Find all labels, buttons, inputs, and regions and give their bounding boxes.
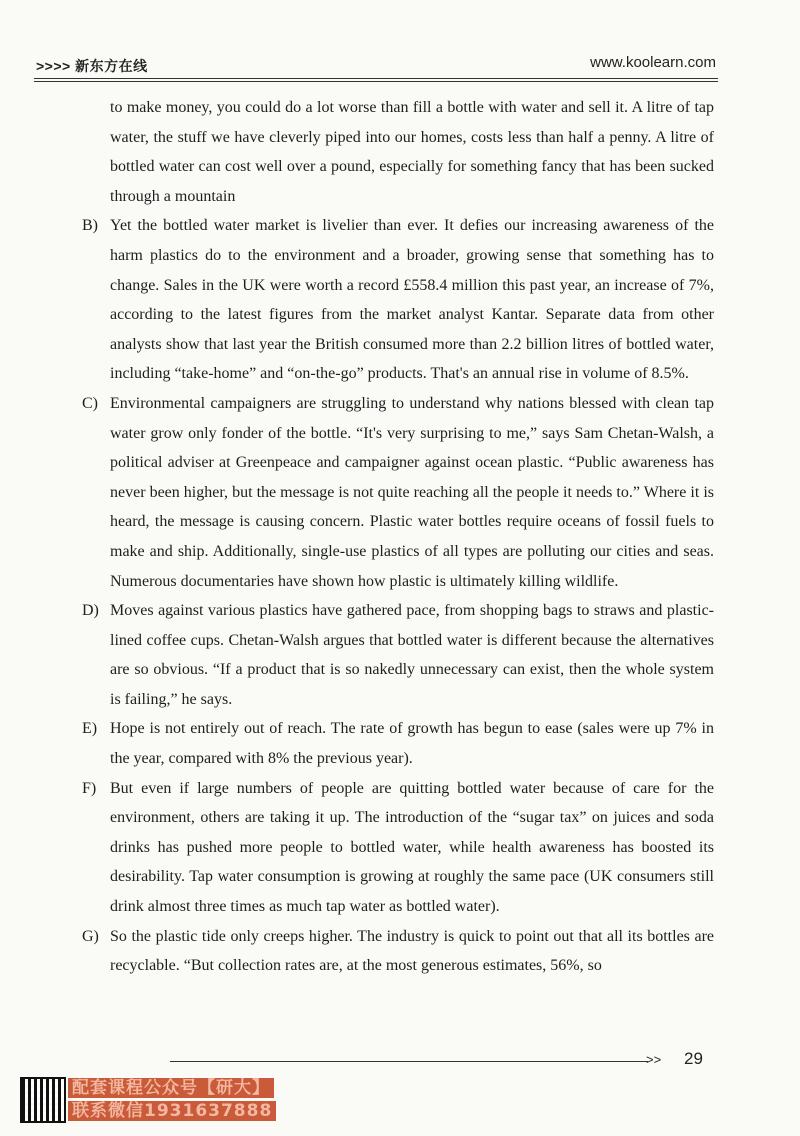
paragraph-text: Moves against various plastics have gathered pace, from shopping bags to straws and plastic-lined coffee cups. Chetan-Walsh argues that bottled water is different because the alternatives are so obvious. “If a product that is so nakedly unnecessary can exist, then the whole system is failing,” he says. xyxy=(110,602,714,708)
watermark xyxy=(20,1077,320,1125)
paragraph-e xyxy=(82,714,714,773)
paragraph-label: B) xyxy=(82,217,98,235)
paragraph-d xyxy=(82,596,714,714)
watermark-line-2: 联系微信1931637888 xyxy=(68,1101,276,1121)
paragraph-text: Hope is not entirely out of reach. The rate of growth has begun to ease (sales were up 7% in the year, compared with 8% the previous year). xyxy=(110,720,714,768)
paragraph-label: D) xyxy=(82,602,99,620)
qr-code-icon xyxy=(20,1077,66,1123)
footer-divider xyxy=(170,1061,648,1062)
paragraph-text: Environmental campaigners are struggling to understand why nations blessed with clean tap water grow only fonder of the bottle. “It's very surprising to me,” says Sam Chetan-Walsh, a political adviser at Greenpeace and campaigner against ocean plastic. “Public awareness has never been higher, but the message is not quite reaching all the people it needs to.” Where it is heard, the message is causing concern. Plastic water bottles require oceans of fossil fuels to make and ship. Additionally, single-use plastics of all types are polluting our cities and seas. Numerous documentaries have shown how plastic is ultimately killing wildlife. xyxy=(110,394,714,590)
footer-arrow: >> xyxy=(646,1052,662,1067)
header-brand: >>>> 新东方在线 xyxy=(36,58,148,74)
article-body xyxy=(82,93,714,981)
paragraph-text: But even if large numbers of people are quitting bottled water because of care for the environment, others are taking it up. The introduction of the “sugar tax” on juices and soda drinks has pushed more people to bottled water, while health awareness has boosted its desirability. Tap water consumption is growing at roughly the same pace (UK consumers still drink almost three times as much tap water as bottled water). xyxy=(110,779,714,916)
page-header xyxy=(36,54,716,76)
paragraph-label: F) xyxy=(82,779,97,797)
paragraph-f xyxy=(82,774,714,922)
paragraph-text: So the plastic tide only creeps higher. The industry is quick to point out that all its bottles are recyclable. “But collection rates are, at the most generous estimates, 56%, so xyxy=(110,927,714,975)
paragraph-text: to make money, you could do a lot worse than fill a bottle with water and sell it. A litre of tap water, the stuff we have cleverly piped into our homes, costs less than half a penny. A litre of bottled water can cost well over a pound, especially for something fancy that has been sucked through a mountain xyxy=(110,99,714,205)
header-divider xyxy=(34,78,718,82)
paragraph-b xyxy=(82,211,714,389)
page-number: 29 xyxy=(684,1049,703,1068)
paragraph-label: E) xyxy=(82,720,98,738)
watermark-line-1: 配套课程公众号【研大】 xyxy=(68,1078,274,1098)
paragraph-c xyxy=(82,389,714,596)
header-website: www.koolearn.com xyxy=(590,54,716,71)
paragraph-g xyxy=(82,922,714,981)
paragraph-intro xyxy=(82,93,714,211)
paragraph-label: G) xyxy=(82,927,99,945)
paragraph-label: C) xyxy=(82,394,98,412)
paragraph-text: Yet the bottled water market is livelier than ever. It defies our increasing awareness of the harm plastics do to the environment and a broader, growing sense that something has to change. Sales in the UK were worth a record £558.4 million this past year, an increase of 7%, according to the latest figures from the market analyst Kantar. Separate data from other analysts show that last year the British consumed more than 2.2 billion litres of bottled water, including “take-home” and “on-the-go” products. That's an annual rise in volume of 8.5%. xyxy=(110,217,714,383)
